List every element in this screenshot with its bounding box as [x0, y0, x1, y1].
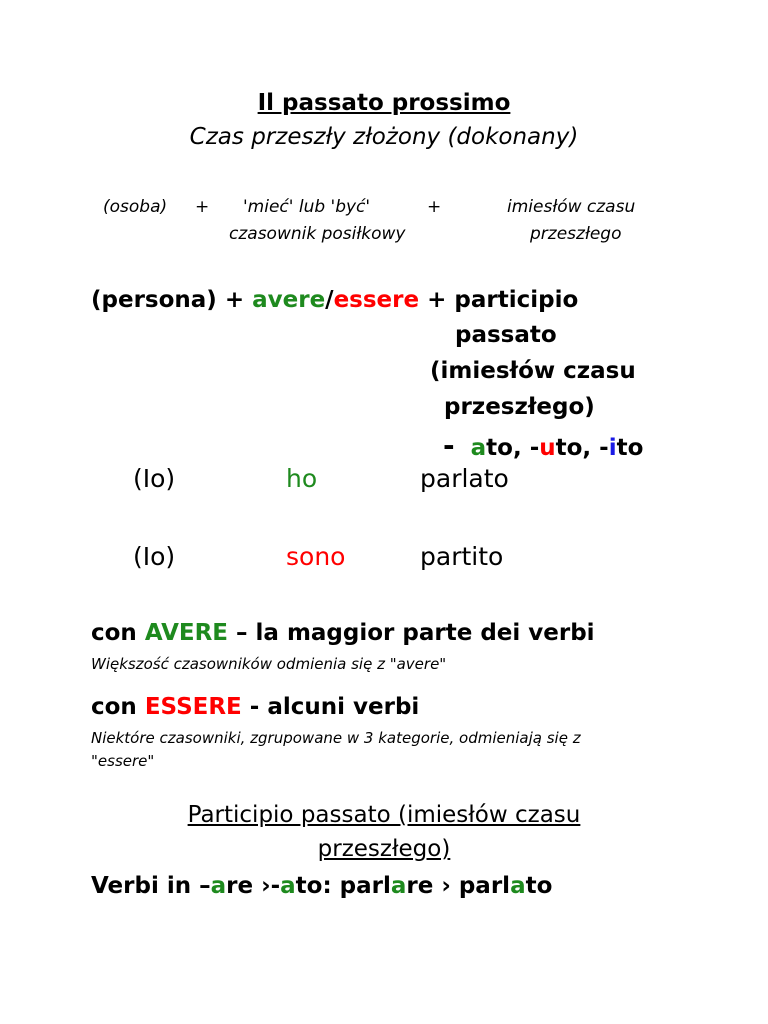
verbi-a1: a — [210, 873, 227, 899]
formula-it-essere: essere — [333, 287, 420, 313]
verbi-p5: to — [525, 873, 553, 899]
example-2-participle: partito — [420, 542, 504, 571]
ending-u: u — [539, 435, 556, 461]
example-2-aux: sono — [286, 542, 346, 571]
verbi-p4: re › parl — [406, 873, 511, 899]
formula-it-participio: + participio — [419, 287, 579, 313]
formula-it-endings — [443, 429, 643, 462]
rule-essere-note-1: Niektóre czasowniki, zgrupowane w 3 kategorie, odmieniają się z — [91, 729, 581, 747]
participio-heading-2: przeszłego) — [317, 836, 451, 862]
formula-pl-osoba: (osoba) — [103, 197, 168, 217]
verbi-a3: a — [390, 873, 407, 899]
verbi-a4: a — [510, 873, 526, 899]
rule-essere-note-2: "essere" — [91, 752, 155, 770]
formula-it-imieslow-2: przeszłego) — [444, 394, 595, 420]
rule-avere-suffix: – la maggior parte dei verbi — [228, 620, 595, 646]
rule-avere-prefix: con — [91, 620, 145, 646]
formula-pl-plus-1: + — [195, 197, 210, 217]
example-2-pronoun: (Io) — [133, 542, 176, 571]
endings-dash: - — [443, 429, 455, 462]
rule-avere-keyword: AVERE — [144, 620, 229, 646]
formula-it-persona: (persona) + — [91, 287, 253, 313]
verbi-p3: to: parl — [295, 873, 391, 899]
example-1-aux: ho — [286, 464, 318, 493]
rule-essere-keyword: ESSERE — [144, 694, 242, 720]
verbi-p1: Verbi in – — [91, 873, 211, 899]
formula-it-line — [91, 287, 578, 313]
page-title: Il passato prossimo — [257, 90, 511, 116]
rule-avere — [91, 620, 595, 646]
formula-it-avere: avere — [252, 287, 326, 313]
formula-pl-imieslow-2: przeszłego — [530, 224, 622, 244]
rule-essere-prefix: con — [91, 694, 145, 720]
rule-avere-note: Większość czasowników odmienia się z "avere" — [91, 655, 447, 673]
verbi-are-line — [91, 873, 552, 899]
formula-it-passato: passato — [455, 322, 557, 348]
formula-pl-plus-2: + — [427, 197, 442, 217]
rule-essere-suffix: - alcuni verbi — [241, 694, 420, 720]
verbi-p2: re ›- — [226, 873, 281, 899]
ending-uto: to, - — [555, 435, 609, 461]
formula-pl-czasownik: czasownik posiłkowy — [229, 224, 406, 244]
ending-i: i — [608, 435, 617, 461]
formula-it-imieslow-1: (imiesłów czasu — [430, 358, 636, 384]
participio-heading-1: Participio passato (imiesłów czasu — [187, 802, 581, 828]
example-1-pronoun: (Io) — [133, 464, 176, 493]
ending-ato: to, - — [486, 435, 540, 461]
ending-ito: to — [616, 435, 644, 461]
formula-it-slash: / — [325, 287, 334, 313]
example-1-participle: parlato — [420, 464, 509, 493]
verbi-a2: a — [280, 873, 296, 899]
rule-essere — [91, 694, 419, 720]
formula-pl-imieslow-1: imiesłów czasu — [507, 197, 636, 217]
formula-pl-miec-byc: 'mieć' lub 'być' — [243, 197, 371, 217]
ending-a: a — [470, 435, 487, 461]
page-subtitle: Czas przeszły złożony (dokonany) — [189, 124, 579, 150]
